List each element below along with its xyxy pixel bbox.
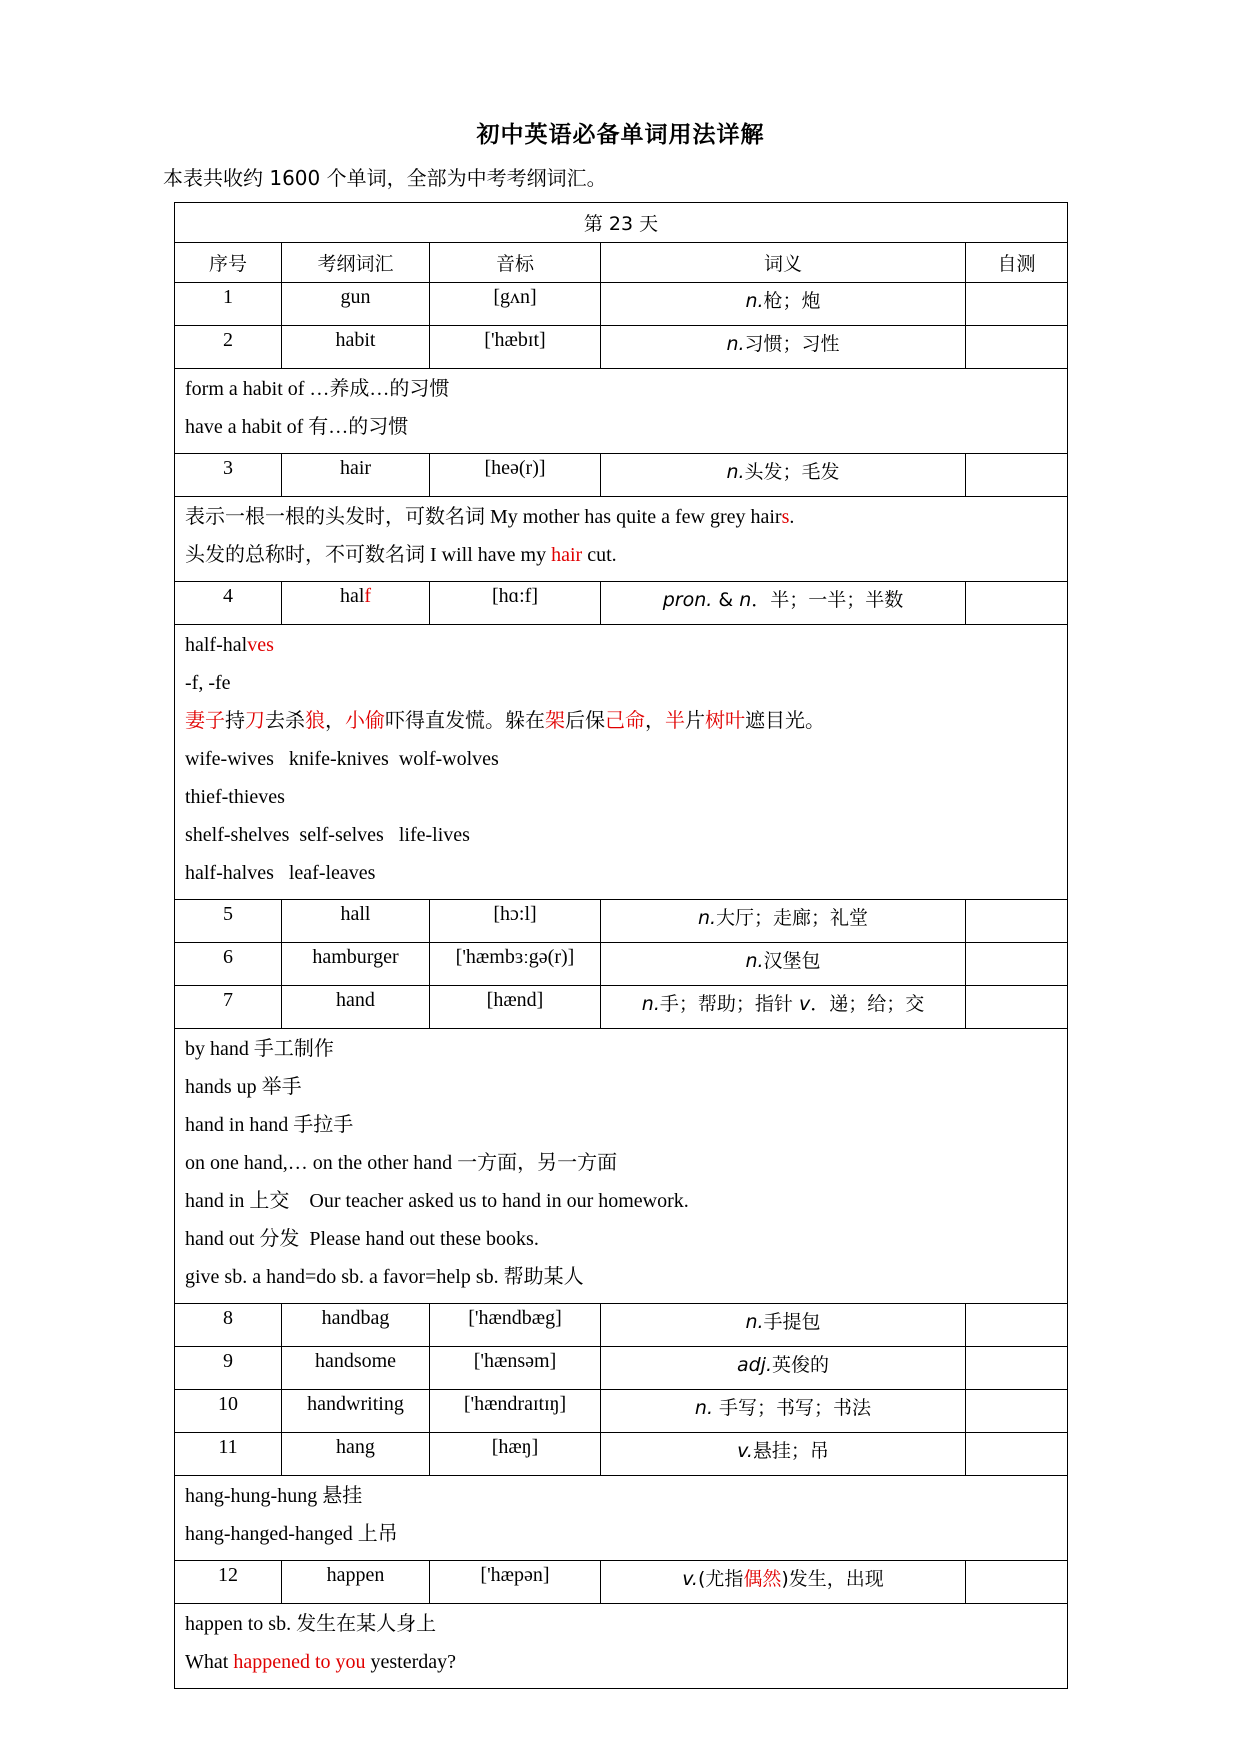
text-segment: n (739, 589, 752, 611)
table-row (175, 986, 1068, 1029)
meaning (601, 454, 966, 497)
text-segment: n. (726, 461, 745, 483)
text-segment: handsome (314, 1350, 397, 1372)
phonetic: [gʌn] (430, 283, 601, 326)
note-line (185, 743, 1057, 781)
highlighted-text: s (781, 506, 790, 528)
note-line (185, 1480, 1057, 1518)
text-segment: ．递；给；交 (810, 993, 925, 1015)
usage-notes (175, 1604, 1068, 1689)
text-segment: v (798, 993, 811, 1015)
text-segment: form a habit of …养成…的习惯 (185, 378, 450, 400)
text-segment: hands up 举手 (185, 1076, 302, 1098)
note-line (185, 781, 1057, 819)
meaning (601, 1433, 966, 1476)
phonetic: ['hæmbɜːgə(r)] (430, 943, 601, 986)
table-row (175, 900, 1068, 943)
text-segment: give sb. a hand=do sb. a favor=help sb. 帮助某人 (185, 1266, 584, 1288)
table-row (175, 1390, 1068, 1433)
text-segment: 手；帮助；指针 (659, 993, 799, 1015)
text-segment: 表示一根一根的头发时，可数名词 My mother has quite a few grey hair (185, 506, 782, 528)
word-number: 11 (175, 1433, 282, 1476)
note-line (185, 539, 1057, 577)
text-segment: 英俊的 (772, 1354, 830, 1376)
text-segment: 大厅；走廊；礼堂 (716, 907, 869, 929)
text-segment: 遮目光。 (745, 710, 825, 732)
note-line (185, 1646, 1057, 1684)
word-number: 1 (175, 283, 282, 326)
text-segment: ， (325, 710, 345, 732)
text-segment: 后保 (565, 710, 605, 732)
note-line (185, 1261, 1057, 1299)
self-test-cell[interactable] (966, 986, 1068, 1029)
text-segment: n. (726, 333, 745, 355)
highlighted-text: 偶然 (743, 1568, 782, 1590)
text-segment: What (185, 1651, 234, 1673)
table-row (175, 1347, 1068, 1390)
self-test-cell[interactable] (966, 1347, 1068, 1390)
text-segment: hand out 分发 Please hand out these books. (185, 1228, 539, 1250)
word-number: 5 (175, 900, 282, 943)
note-line (185, 1147, 1057, 1185)
text-segment: )发生，出现 (781, 1568, 884, 1590)
word-number: 12 (175, 1561, 282, 1604)
note-line (185, 857, 1057, 895)
vocab-word (282, 454, 430, 497)
meaning (601, 986, 966, 1029)
usage-notes (175, 1476, 1068, 1561)
highlighted-text: 己命 (605, 710, 645, 732)
text-segment: n. (694, 1397, 714, 1419)
phonetic: [hɑ:f] (430, 582, 601, 625)
vocab-word (282, 1304, 430, 1347)
note-line (185, 373, 1057, 411)
highlighted-text: 树叶 (705, 710, 745, 732)
self-test-cell[interactable] (966, 1304, 1068, 1347)
column-header-meaning: 词义 (601, 243, 966, 283)
note-line (185, 1071, 1057, 1109)
text-segment: . (789, 506, 795, 528)
word-number: 4 (175, 582, 282, 625)
phonetic: ['hænsəm] (430, 1347, 601, 1390)
column-header-row (175, 243, 1068, 283)
note-line (185, 819, 1057, 857)
text-segment: hand (336, 989, 375, 1011)
text-segment: n. (697, 907, 717, 929)
highlighted-text: 架 (545, 710, 565, 732)
phonetic: [hɔ:l] (430, 900, 601, 943)
self-test-cell[interactable] (966, 900, 1068, 943)
column-header-self-test: 自测 (966, 243, 1068, 283)
table-row (175, 283, 1068, 326)
text-segment: 悬挂；吊 (752, 1440, 829, 1462)
text-segment: hand in 上交 Our teacher asked us to hand in our homework. (185, 1190, 689, 1212)
meaning (601, 283, 966, 326)
text-segment: n. (641, 993, 660, 1015)
text-segment: hamburger (312, 946, 399, 968)
usage-notes (175, 369, 1068, 454)
text-segment: on one hand,… on the other hand 一方面，另一方面 (185, 1152, 618, 1174)
text-segment: ．半；一半；半数 (751, 589, 904, 611)
vocab-word (282, 1347, 430, 1390)
text-segment: 片 (685, 710, 705, 732)
phonetic: [hænd] (430, 986, 601, 1029)
self-test-cell[interactable] (966, 1390, 1068, 1433)
usage-notes-row (175, 1476, 1068, 1561)
highlighted-text: hair (551, 544, 583, 566)
usage-notes (175, 1029, 1068, 1304)
text-segment: 吓得直发慌。躲在 (385, 710, 545, 732)
note-line (185, 667, 1057, 705)
meaning (601, 326, 966, 369)
note-line (185, 1109, 1057, 1147)
text-segment: hang (336, 1436, 375, 1458)
vocab-word (282, 1433, 430, 1476)
note-line (185, 1223, 1057, 1261)
self-test-cell[interactable] (966, 582, 1068, 625)
meaning (601, 1561, 966, 1604)
text-segment: hang-hung-hung 悬挂 (185, 1485, 363, 1507)
text-segment: handbag (321, 1307, 390, 1329)
text-segment: ， (645, 710, 665, 732)
text-segment: 去杀 (265, 710, 305, 732)
vocab-word (282, 986, 430, 1029)
note-line (185, 705, 1057, 743)
text-segment: 手提包 (763, 1311, 821, 1333)
highlighted-text: 妻子 (185, 710, 225, 732)
text-segment: v. (737, 1440, 753, 1462)
vocab-word (282, 283, 430, 326)
note-line (185, 629, 1057, 667)
text-segment: 手写；书写；书法 (713, 1397, 872, 1419)
text-segment: handwriting (307, 1393, 404, 1415)
text-segment: 持 (225, 710, 245, 732)
meaning (601, 1390, 966, 1433)
usage-notes-row (175, 369, 1068, 454)
text-segment: half-hal (185, 634, 248, 656)
text-segment: cut. (582, 544, 617, 566)
meaning (601, 900, 966, 943)
table-row (175, 326, 1068, 369)
text-segment: happen (326, 1564, 385, 1586)
word-number: 7 (175, 986, 282, 1029)
text-segment: v. (682, 1568, 698, 1590)
usage-notes (175, 625, 1068, 900)
highlighted-text: 狼 (305, 710, 325, 732)
page-title: 初中英语必备单词用法详解 (476, 122, 765, 148)
text-segment: hand in hand 手拉手 (185, 1114, 354, 1136)
text-segment: shelf-shelves self-selves life-lives (185, 824, 470, 846)
highlighted-text: ves (247, 634, 274, 656)
column-header-number: 序号 (175, 243, 282, 283)
highlighted-text: happened to you (233, 1651, 366, 1673)
meaning (601, 1347, 966, 1390)
text-segment: habit (335, 329, 376, 351)
phonetic: ['hændraɪtɪŋ] (430, 1390, 601, 1433)
self-test-cell[interactable] (966, 943, 1068, 986)
table-row (175, 1561, 1068, 1604)
phonetic: ['hæbɪt] (430, 326, 601, 369)
text-segment: -f, -fe (185, 672, 231, 694)
note-line (185, 411, 1057, 449)
table-row (175, 943, 1068, 986)
text-segment: 头发；毛发 (744, 461, 840, 483)
note-line (185, 501, 1057, 539)
text-segment: (尤指 (697, 1568, 744, 1590)
text-segment: hal (339, 585, 365, 607)
text-segment: thief-thieves (185, 786, 285, 808)
usage-notes-row (175, 1029, 1068, 1304)
text-segment: hang-hanged-hanged 上吊 (185, 1523, 398, 1545)
text-segment: 头发的总称时，不可数名词 I will have my (185, 544, 552, 566)
highlighted-text: f (364, 585, 372, 607)
highlighted-text: 小偷 (345, 710, 385, 732)
text-segment: 习惯；习性 (744, 333, 840, 355)
vocab-word (282, 943, 430, 986)
usage-notes-row (175, 1604, 1068, 1689)
vocab-word (282, 326, 430, 369)
word-number: 10 (175, 1390, 282, 1433)
vocab-word (282, 1561, 430, 1604)
self-test-cell[interactable] (966, 1433, 1068, 1476)
highlighted-text: 刀 (245, 710, 265, 732)
column-header-phonetic: 音标 (430, 243, 601, 283)
table-row (175, 1433, 1068, 1476)
usage-notes-row (175, 625, 1068, 900)
word-number: 9 (175, 1347, 282, 1390)
table-row (175, 582, 1068, 625)
note-line (185, 1608, 1057, 1646)
phonetic: ['hæpən] (430, 1561, 601, 1604)
day-label: 第 23 天 (175, 203, 1068, 243)
meaning (601, 582, 966, 625)
note-line (185, 1033, 1057, 1071)
word-number: 6 (175, 943, 282, 986)
word-number: 8 (175, 1304, 282, 1347)
text-segment: adj. (736, 1354, 772, 1376)
note-line (185, 1185, 1057, 1223)
text-segment: half-halves leaf-leaves (185, 862, 376, 884)
text-segment: gun (340, 286, 371, 308)
intro-text: 本表共收约 1600 个单词，全部为中考考纲词汇。 (163, 166, 607, 190)
text-segment: by hand 手工制作 (185, 1038, 334, 1060)
phonetic: [heə(r)] (430, 454, 601, 497)
phonetic: [hæŋ] (430, 1433, 601, 1476)
table-row (175, 454, 1068, 497)
text-segment: 枪；炮 (763, 290, 821, 312)
text-segment: n. (745, 1311, 764, 1333)
text-segment: & (712, 589, 740, 611)
text-segment: pron. (662, 589, 713, 611)
text-segment: have a habit of 有…的习惯 (185, 416, 409, 438)
table-row (175, 1304, 1068, 1347)
text-segment: n. (745, 950, 764, 972)
vocab-word (282, 900, 430, 943)
self-test-cell[interactable] (966, 1561, 1068, 1604)
phonetic: ['hændbæg] (430, 1304, 601, 1347)
meaning (601, 943, 966, 986)
text-segment: n. (745, 290, 764, 312)
vocab-word (282, 582, 430, 625)
vocabulary-table-body (175, 203, 1068, 1689)
text-segment: happen to sb. 发生在某人身上 (185, 1613, 437, 1635)
highlighted-text: 半 (665, 710, 685, 732)
meaning (601, 1304, 966, 1347)
self-test-cell[interactable] (966, 283, 1068, 326)
text-segment: 汉堡包 (763, 950, 821, 972)
text-segment: yesterday? (365, 1651, 457, 1673)
word-number: 2 (175, 326, 282, 369)
word-number: 3 (175, 454, 282, 497)
usage-notes (175, 497, 1068, 582)
text-segment: hall (340, 903, 371, 925)
note-line (185, 1518, 1057, 1556)
column-header-word: 考纲词汇 (282, 243, 430, 283)
vocab-word (282, 1390, 430, 1433)
text-segment: wife-wives knife-knives wolf-wolves (185, 748, 499, 770)
day-header-row (175, 203, 1068, 243)
usage-notes-row (175, 497, 1068, 582)
self-test-cell[interactable] (966, 454, 1068, 497)
vocabulary-table (174, 202, 1068, 1689)
self-test-cell[interactable] (966, 326, 1068, 369)
text-segment: hair (339, 457, 372, 479)
